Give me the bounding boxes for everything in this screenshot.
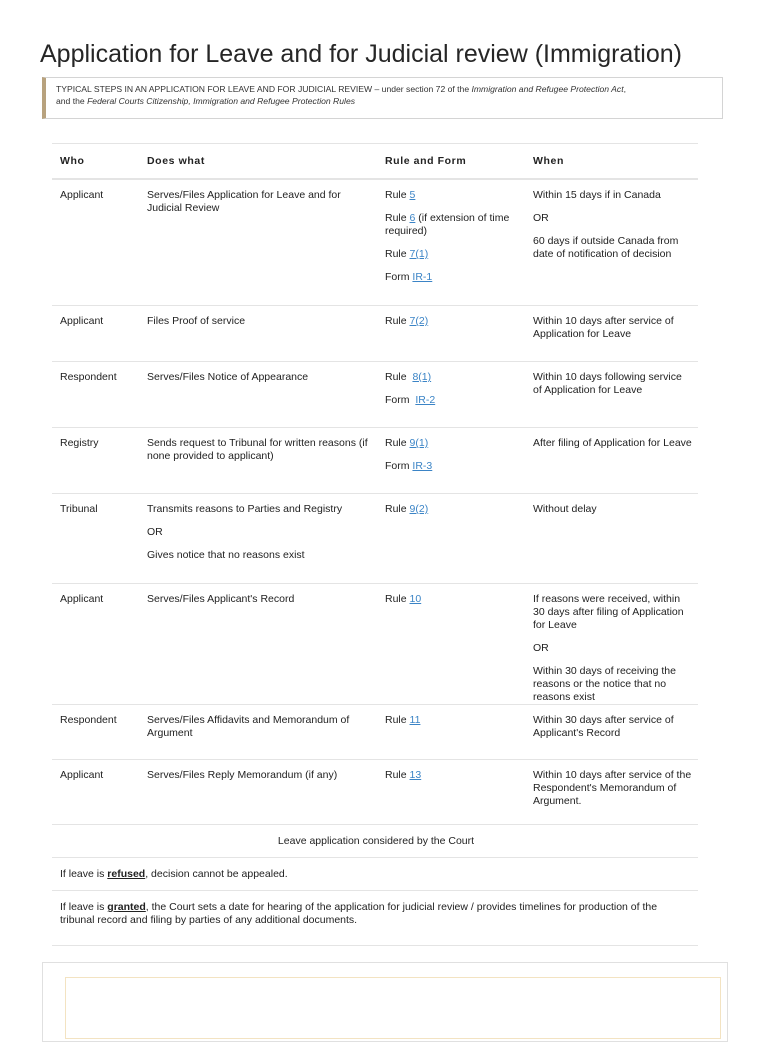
cell-who: Applicant (52, 760, 139, 825)
refused-pre: If leave is (60, 867, 108, 880)
cell-does-what: Serves/Files Applicant's Record (139, 584, 377, 705)
cell-when: Within 30 days after service of Applicant's Record (525, 705, 698, 760)
granted-pre: If leave is (60, 901, 108, 913)
granted-row (52, 891, 698, 946)
cell-rule (377, 428, 525, 494)
table-row (52, 428, 698, 494)
refused-word: refused (107, 867, 146, 880)
cell-when (525, 584, 698, 705)
rule-9-2-link[interactable]: 9(2) (409, 503, 429, 515)
rule-text: Rule (385, 189, 410, 201)
cell-who: Respondent (52, 362, 139, 428)
considered-text: Leave application considered by the Court (52, 825, 698, 858)
form-ir-1-link[interactable]: IR-1 (412, 271, 433, 283)
form-text: Form (385, 394, 413, 406)
table-row (52, 179, 698, 306)
table-row (52, 584, 698, 705)
cell-rule (377, 705, 525, 760)
cell-when: Without delay (525, 494, 698, 584)
cell-rule (377, 760, 525, 825)
next-section-inner-box (65, 977, 721, 1039)
rule-5-link[interactable]: 5 (409, 189, 416, 201)
refused-post: , decision cannot be appealed. (145, 867, 288, 880)
does-text: Gives notice that no reasons exist (147, 549, 305, 561)
rule-text: Rule (385, 212, 410, 224)
next-section-frame (42, 962, 728, 1042)
rule-text: Rule (385, 437, 410, 449)
cell-does-what (139, 494, 377, 584)
cell-does-what: Serves/Files Reply Memorandum (if any) (139, 760, 377, 825)
cell-who: Registry (52, 428, 139, 494)
cell-when: After filing of Application for Leave (525, 428, 698, 494)
table-row (52, 494, 698, 584)
cell-rule (377, 306, 525, 362)
intro-act-name: Immigration and Refugee Protection Act (471, 84, 624, 94)
granted-post: , the Court sets a date for hearing of the application for judicial review / provides timelines for production of the tribunal record and filing by parties of any additional documents. (60, 901, 658, 926)
table-header-row (52, 144, 698, 180)
rule-text: Rule (385, 315, 410, 327)
form-ir-3-link[interactable]: IR-3 (412, 460, 433, 472)
when-text: Within 30 days of receiving the reasons or the notice that no reasons exist (533, 665, 676, 703)
cell-when: Within 10 days following service of Application for Leave (525, 362, 698, 428)
cell-rule (377, 362, 525, 428)
cell-who: Applicant (52, 584, 139, 705)
table-row (52, 362, 698, 428)
steps-table (52, 143, 698, 946)
cell-rule (377, 179, 525, 306)
rule-text: Rule (385, 371, 410, 383)
form-text: Form (385, 460, 413, 472)
header-when: When (525, 144, 698, 180)
rule-text: Rule (385, 769, 410, 781)
cell-who: Applicant (52, 306, 139, 362)
rule-text: Rule (385, 503, 410, 515)
rule-9-1-link[interactable]: 9(1) (409, 437, 429, 449)
when-text: If reasons were received, within 30 days after filing of Application for Leave (533, 593, 684, 631)
rule-11-link[interactable]: 11 (409, 714, 421, 726)
cell-when: Within 10 days after service of Application for Leave (525, 306, 698, 362)
header-who: Who (52, 144, 139, 180)
considered-row (52, 825, 698, 858)
cell-does-what: Sends request to Tribunal for written reasons (if none provided to applicant) (139, 428, 377, 494)
table-row (52, 760, 698, 825)
rule-6-link[interactable]: 6 (409, 212, 416, 224)
refused-cell (52, 858, 698, 891)
refused-row (52, 858, 698, 891)
form-ir-2-link[interactable]: IR-2 (415, 394, 436, 406)
rule-7-1-link[interactable]: 7(1) (409, 248, 429, 260)
cell-when (525, 179, 698, 306)
intro-callout (42, 77, 723, 119)
cell-rule (377, 494, 525, 584)
form-text: Form (385, 271, 413, 283)
granted-cell (52, 891, 698, 946)
header-does-what: Does what (139, 144, 377, 180)
intro-and: and the (56, 95, 88, 106)
cell-does-what: Serves/Files Notice of Appearance (139, 362, 377, 428)
when-text: Within 15 days if in Canada (533, 189, 661, 201)
rule-note: (if extension of time required) (385, 212, 510, 237)
when-or: OR (533, 212, 549, 224)
cell-who: Applicant (52, 179, 139, 306)
table-row (52, 705, 698, 760)
rule-10-link[interactable]: 10 (409, 593, 422, 605)
rule-text: Rule (385, 593, 410, 605)
table-row (52, 306, 698, 362)
when-text: 60 days if outside Canada from date of notification of decision (533, 235, 679, 260)
cell-who: Tribunal (52, 494, 139, 584)
cell-does-what: Files Proof of service (139, 306, 377, 362)
cell-when: Within 10 days after service of the Respondent's Memorandum of Argument. (525, 760, 698, 825)
granted-word: granted (107, 901, 146, 913)
rule-text: Rule (385, 248, 410, 260)
does-text: Transmits reasons to Parties and Registry (147, 503, 343, 515)
header-rule-and-form: Rule and Form (377, 144, 525, 180)
when-or: OR (533, 642, 549, 654)
rule-8-1-link[interactable]: 8(1) (412, 371, 432, 383)
cell-who: Respondent (52, 705, 139, 760)
cell-does-what: Serves/Files Affidavits and Memorandum of Argument (139, 705, 377, 760)
intro-comma: , (623, 84, 626, 94)
cell-rule (377, 584, 525, 705)
rule-7-2-link[interactable]: 7(2) (409, 315, 429, 327)
does-or: OR (147, 526, 163, 538)
rule-13-link[interactable]: 13 (409, 769, 422, 781)
intro-lead: TYPICAL STEPS IN AN APPLICATION FOR LEAVE AND FOR JUDICIAL REVIEW – under section 72 of the (56, 84, 472, 94)
intro-rules-name: Federal Courts Citizenship, Immigration and Refugee Protection Rules (87, 95, 356, 106)
rule-text: Rule (385, 714, 410, 726)
cell-does-what: Serves/Files Application for Leave and for Judicial Review (139, 179, 377, 306)
page-title: Application for Leave and for Judicial review (Immigration) (40, 40, 682, 68)
